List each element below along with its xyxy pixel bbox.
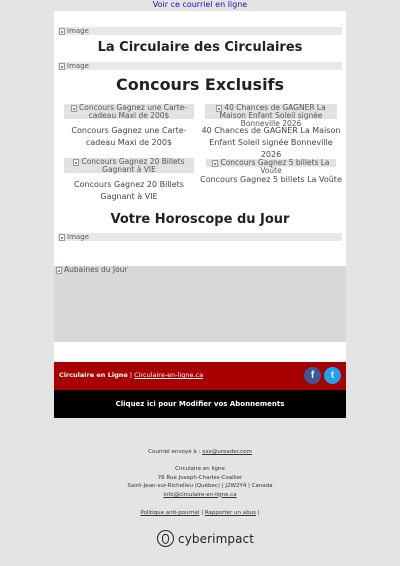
address-name: Circulaire en ligne [175,466,225,472]
broken-image-icon [212,160,218,167]
horoscope-image[interactable]: Image [58,233,342,241]
contest-image-2[interactable]: 40 Chances de GAGNER La Maison Enfant Soleil signée Bonneville 2026 [205,104,337,119]
contest-caption-3[interactable]: Concours Gagnez 20 Billets Gagnant à VIE [74,180,184,201]
aubaines-image[interactable]: Aubaines du Jour [54,266,346,342]
legal-links: Politique anti-pourriel | Rapporter un abus | [140,510,260,516]
broken-image-icon [56,267,62,274]
contest-caption-1[interactable]: Concours Gagnez une Carte-cadeau Maxi de 200$ [71,126,187,147]
divider-image: Image [58,62,342,70]
cyberimpact-name: cyberimpact [178,531,255,546]
section-title-contests: Concours Exclusifs [115,75,285,94]
sent-to-email[interactable]: xxx@ureader.com [202,449,252,455]
contest-image-4[interactable]: Concours Gagnez 5 billets La Voûte [206,159,336,167]
broken-image-icon [73,159,79,166]
sent-to-line: Courriel envoyé à : xxx@ureader.com [148,449,252,455]
footer-brand-bar [54,362,346,390]
contest-image-3[interactable]: Concours Gagnez 20 Billets Gagnant à VIE [64,158,194,173]
anti-spam-policy-link[interactable]: Politique anti-pourriel [140,510,200,516]
broken-image-icon [216,105,222,112]
facebook-icon[interactable]: f [304,367,321,384]
sender-address [0,465,400,499]
section-title-horoscope: Votre Horoscope du Jour [110,212,290,227]
twitter-icon[interactable]: t [324,367,341,384]
view-online-link[interactable]: Voir ce courriel en ligne [152,0,248,9]
broken-image-icon [59,63,65,70]
broken-image-icon [59,28,65,35]
contest-image-1[interactable]: Concours Gagnez une Carte-cadeau Maxi de 200$ [64,104,194,119]
footer-site-link[interactable]: Circulaire-en-ligne.ca [134,371,204,379]
address-street: 76 Rue Joseph-Charles-Coallier [157,474,243,481]
manage-subscriptions-button[interactable]: Cliquez ici pour Modifier vos Abonnements [54,390,346,418]
address-city: Saint-Jean-sur-Richelieu (Québec) | J2W2Y4 | Canada [127,483,273,489]
broken-image-icon [71,105,77,112]
cyberimpact-logo[interactable] [157,530,254,547]
cyberimpact-icon [157,530,174,547]
report-abuse-link[interactable]: Rapporter un abus [204,510,256,516]
contest-caption-2[interactable]: 40 Chances de GAGNER La Maison Enfant Soleil signée Bonneville 2026 [201,126,341,159]
footer-brand-text: Circulaire en Ligne | Circulaire-en-ligne.ca [59,371,204,379]
broken-image-icon [59,234,65,241]
contest-caption-4[interactable]: Concours Gagnez 5 billets La Voûte [200,175,342,184]
address-email[interactable]: info@circulaire-en-ligne.ca [163,491,237,498]
banner-image: Image [58,27,342,35]
page-title: La Circulaire des Circulaires [97,40,303,55]
footer-brand-name: Circulaire en Ligne [59,371,128,379]
